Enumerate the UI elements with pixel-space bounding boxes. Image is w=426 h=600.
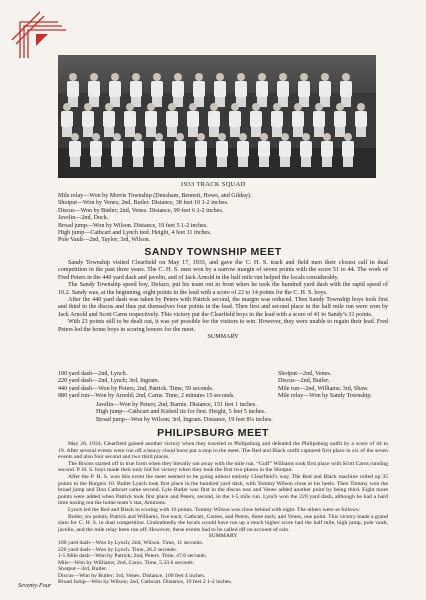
sandy-article [58,260,388,341]
team-member-figure [291,103,305,137]
philipsburg-title: PHILIPSBURG MEET [157,427,269,439]
team-member-figure [173,133,187,167]
team-member-figure [194,133,208,167]
paragraph: The Sandy Township speed boy, Defazo, put his team out in front when he took the hundred yard dash with the rapid speed of 10.2. Sandy was, at the beginning, eight points in the lead with a score of 22 to 14 points for the C. H. S. boys. [58,282,388,296]
paragraph: May 20, 1933, Clearfield gained another victory when they traveled to Philipsburg and defeated the Philipsburg outfit by a score of 44 to 19. After several events were run off a heavy cloud burst put a stop to the meet. The Red and Black outfit captured first place in six of the seven events and also four second and two third places. [58,441,388,461]
result-line: Broad Jump—Won by Wilson; 2nd, Cathcart. Distance, 19 feet 2 1-2 inches. [58,579,233,586]
team-member-figure [102,103,116,137]
team-member-figure [354,103,368,137]
result-line: Mile—Won by Williams; 2nd, Carns. Time, 5.33.6 seconds. [58,559,195,566]
team-member-figure [228,103,242,137]
corner-ornament [0,0,90,60]
team-member-figure [299,133,313,167]
team-member-figure [186,103,200,137]
result-line: 1-5 Mile dash—Won by Patrick; 2nd, Peters. Time, 47.6 seconds. [58,553,207,560]
philipsburg-article [58,441,388,586]
result-line: 440 yard dash—Won by Peters; 2nd, Patrick. Time, 59 seconds. [58,385,214,392]
team-member-figure [255,73,269,107]
sandy-summary-left [58,371,258,401]
team-member-figure [150,73,164,107]
team-member-figure [333,103,347,137]
team-member-figure [68,133,82,167]
team-member-figure [312,103,326,137]
result-line: 100 yard dash—2nd, Lynch. [58,371,128,377]
result-line: Javelin—Won by Peters; 2nd, Barnie. Distance, 151 feet 1 inches. [96,402,257,408]
result-line: Shotput—Won by Venes; 2nd, Butler. Distance, 38 feet 10 1-2 inches. [58,200,229,207]
team-member-figure [192,73,206,107]
result-line: Discus—Won by Butler; 2nd, Venes. Distance, 99 feet 6 1-2 inches. [58,207,224,214]
team-member-figure [215,133,229,167]
team-member-figure [339,73,353,107]
photo-caption: 1933 TRACK SQUAD [180,181,246,188]
paragraph: Butler, six points; Patrick and Williams, five each; Cathcart, Carnes, and Peters, three each; and Venes, one point. This victory made a grand slam for C. H. S. in dual competition. Undoubtedly the locals would have run up a much higher score had the half mile, high jump, pole vault, javelin, and the mile relay been run off. However, these events had to be called off on account of rain. [58,513,388,533]
team-member-figure [110,133,124,167]
team-member-figure [278,133,292,167]
result-line: Shotput—3rd, Butler. [58,566,108,573]
result-line: Javelin—2nd, Duck. [58,215,109,222]
team-member-figure [234,73,248,107]
result-line: Mile relay—Won by Sandy Township. [278,393,372,400]
paragraph: After the P. H. S. won this event the meet seemed to be going almost entirely Clearfield’s way. The Red and Black machine rolled up 35 points to the Burgers 10. Bullet Lynch took first place in the hundred yard dash, with Tommy Wilson close at his heels. Then Tommy won the broad jump and Don Cathcart came second. Lyle Butler was first in the discus toss and Venes added another point by being third. Eight more points were added when Patrick took first place and Peters, second, in the 1-5 mile run. Lynch won the 220 yard dash, although he had a hard time nosing out the home team’s star, Ammons. [58,473,388,507]
team-member-figure [320,133,334,167]
team-member-figure [165,103,179,137]
sandy-summary-right [278,371,393,401]
result-line: Discus—Won by Butler; 3rd, Venes. Distance, 100 feet 4 inches. [58,572,206,579]
team-member-figure [318,73,332,107]
team-member-figure [152,133,166,167]
team-member-figure [257,133,271,167]
result-line: 220 yard dash—2nd, Lynch; 3rd, Ingram. [58,378,160,385]
team-member-figure [297,73,311,107]
sandy-title: SANDY TOWNSHIP MEET [144,246,282,258]
sandy-summary-center [96,402,386,424]
team-member-figure [236,133,250,167]
summary-heading: SUMMARY [207,334,239,341]
summary-heading: SUMMARY [208,533,238,540]
team-member-figure [123,103,137,137]
team-member-figure [66,73,80,107]
team-member-figure [131,133,145,167]
team-member-figure [171,73,185,107]
squad-results [58,193,388,245]
team-member-figure [249,103,263,137]
paragraph: Lynch led the Red and Black in scoring with 10 points. Tommy Wilson was close behind with eight. The others were as follows: [68,506,360,513]
result-line: Broad jump—Won by Wilson. Distance, 19 feet 5 1-2 inches. [58,222,208,229]
result-line: Discus—2nd, Butler. [278,378,330,385]
result-line: High jump—Cathcart and Lynch tied. Height, 4 feet 11 inches. [58,230,212,237]
paragraph: The Bisons started off in true form when they literally ran away with the mile run. “Guff” Williams took first place with Scott Carns running second. P. H. S. boys made their only bid for victory when they took the first two places in the Shotput. [58,460,388,474]
team-photo [58,55,376,178]
team-member-figure [87,73,101,107]
result-line: 100 yard dash—Won by Lynch; 2nd, Wilson. Time, 11 seconds. [58,539,204,546]
page-number: Seventy-Four [18,582,52,589]
result-line: 220 yard dash—Won by Lynch. Time, 26.2 seconds. [58,546,178,553]
result-line: Pole Vault—2nd, Taylor; 3rd, Wilson. [58,237,151,244]
result-line: Mile relay—Won by Morris Township (Densham, Bennett, Howe, and Gilday). [58,193,252,199]
paragraph: With 23 points still to be dealt out, it was yet possible for the visitors to win. However, they were unable to regain their lead. Fred Peters led the home boys in scoring honors for the meet. [58,319,388,333]
result-line: Shotput—2nd, Venes. [278,371,332,377]
result-line: Mile run—2nd, Williams; 3rd, Shaw. [278,385,369,392]
team-member-figure [341,133,355,167]
team-member-figure [213,73,227,107]
team-member-figure [144,103,158,137]
result-line: Broad jump—Won by Wilson; 3rd, Ingram. Distance, 19 feet 8¼ inches. [96,416,273,423]
team-member-figure [276,73,290,107]
paragraph: Sandy Township visited Clearfield on May 17, 1933, and gave the C. H. S. track and field men their closest call in dual competition in the past three years. The C. H. S. men won by a narrow margin of seven points with the score 51 to 44. The work of Fred Peters in the 440 yard dash and javelin, and of Jack Arnold in the half mile run helped the locals considerably. [58,260,388,281]
team-member-figure [129,73,143,107]
paragraph: After the 440 yard dash was taken by Peters with Patrick second, the margin was reduced. Then Sandy Township boys took first and third in the discus and thus put themselves four points in the lead. Then first and second place in the half mile run were won by Jack Arnold and Scott Carns respectively. This victory put the Clearfield boys in the lead with a score of 41 to Sandy’s 31 points. [58,297,388,318]
team-member-figure [89,133,103,167]
result-line: High jump—Cathcart and Kisheil tie for first. Height, 5 feet 5 inches. [96,409,266,416]
team-member-figure [207,103,221,137]
result-line: 880 yard run—Won by Arnold; 2nd, Carns. Time, 2 minutes 15 seconds. [58,393,235,400]
team-member-figure [60,103,74,137]
team-member-figure [81,103,95,137]
team-member-figure [270,103,284,137]
team-member-figure [108,73,122,107]
